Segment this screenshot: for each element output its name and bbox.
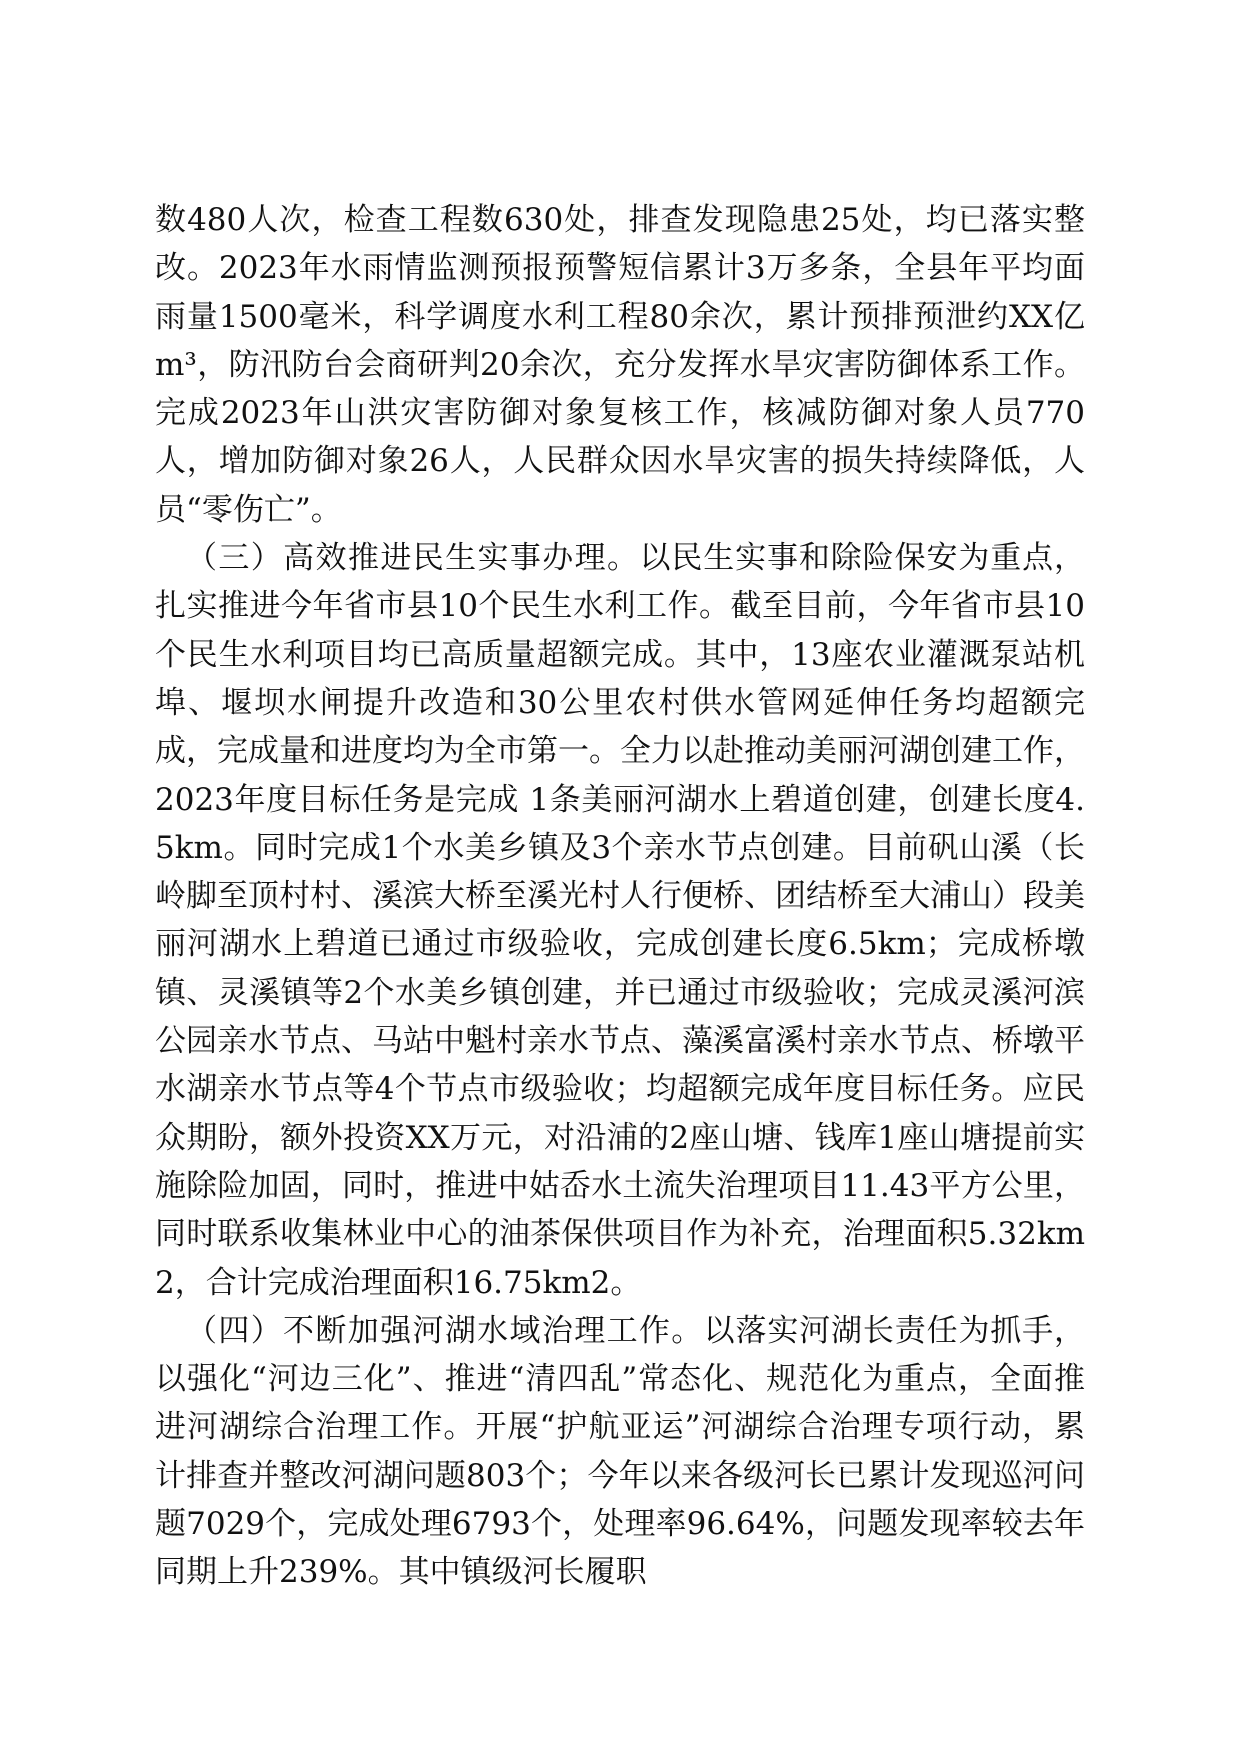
paragraph-livelihood-projects — [155, 534, 1085, 1307]
paragraph-text: 以落实河湖长责任为抓手，以强化“河边三化”、推进“清四乱”常态化、规范化为重点，全面推进河湖综合治理工作。开展“护航亚运”河湖综合治理专项行动，累计排查并整改河湖问题803个；今年以来各级河长已累计发现巡河问题7029个，完成处理6793个，处理率96.64%，问题发现率较去年同期上升239%。其中镇级河长履职 — [155, 1312, 1086, 1591]
document-body — [155, 196, 1085, 1597]
paragraph-river-governance — [155, 1307, 1085, 1597]
paragraph-text: 以民生实事和除险保安为重点，扎实推进今年省市县10个民生水利工作。截至目前，今年省市县10个民生水利项目均已高质量超额完成。其中，13座农业灌溉泵站机埠、堰坝水闸提升改造和30公里农村供水管网延伸任务均超额完成，完成量和进度均为全市第一。全力以赴推动美丽河湖创建工作，2023年度目标任务是完成 1条美丽河湖水上碧道创建，创建长度4.5km。同时完成1个水美乡镇及3个亲水节点创建。目前矾山溪（长岭脚至顶村村、溪滨大桥至溪光村人行便桥、团结桥至大浦山）段美丽河湖水上碧道已通过市级验收，完成创建长度6.5km；完成桥墩镇、灵溪镇等2个水美乡镇创建，并已通过市级验收；完成灵溪河滨公园亲水节点、马站中魁村亲水节点、藻溪富溪村亲水节点、桥墩平水湖亲水节点等4个节点市级验收；均超额完成年度目标任务。应民众期盼，额外投资XX万元，对沿浦的2座山塘、钱库1座山塘提前实施除险加固，同时，推进中姑岙水土流失治理项目11.43平方公里，同时联系收集林业中心的油茶保供项目作为补充，治理面积5.32km2，合计完成治理面积16.75km2。 — [155, 540, 1086, 1301]
section-heading-4: （四）不断加强河湖水域治理工作。 — [186, 1312, 704, 1349]
paragraph-text: 数480人次，检查工程数630处，排查发现隐患25处，均已落实整改。2023年水雨情监测预报预警短信累计3万多条，全县年平均面雨量1500毫米，科学调度水利工程80余次，累计预排预泄约XX亿m³，防汛防台会商研判20余次，充分发挥水旱灾害防御体系工作。完成2023年山洪灾害防御对象复核工作，核减防御对象人员770人，增加防御对象26人，人民群众因水旱灾害的损失持续降低，人员“零伤亡”。 — [155, 202, 1085, 528]
section-heading-3: （三）高效推进民生实事办理。 — [186, 540, 640, 577]
paragraph-flood-defense — [155, 196, 1085, 534]
